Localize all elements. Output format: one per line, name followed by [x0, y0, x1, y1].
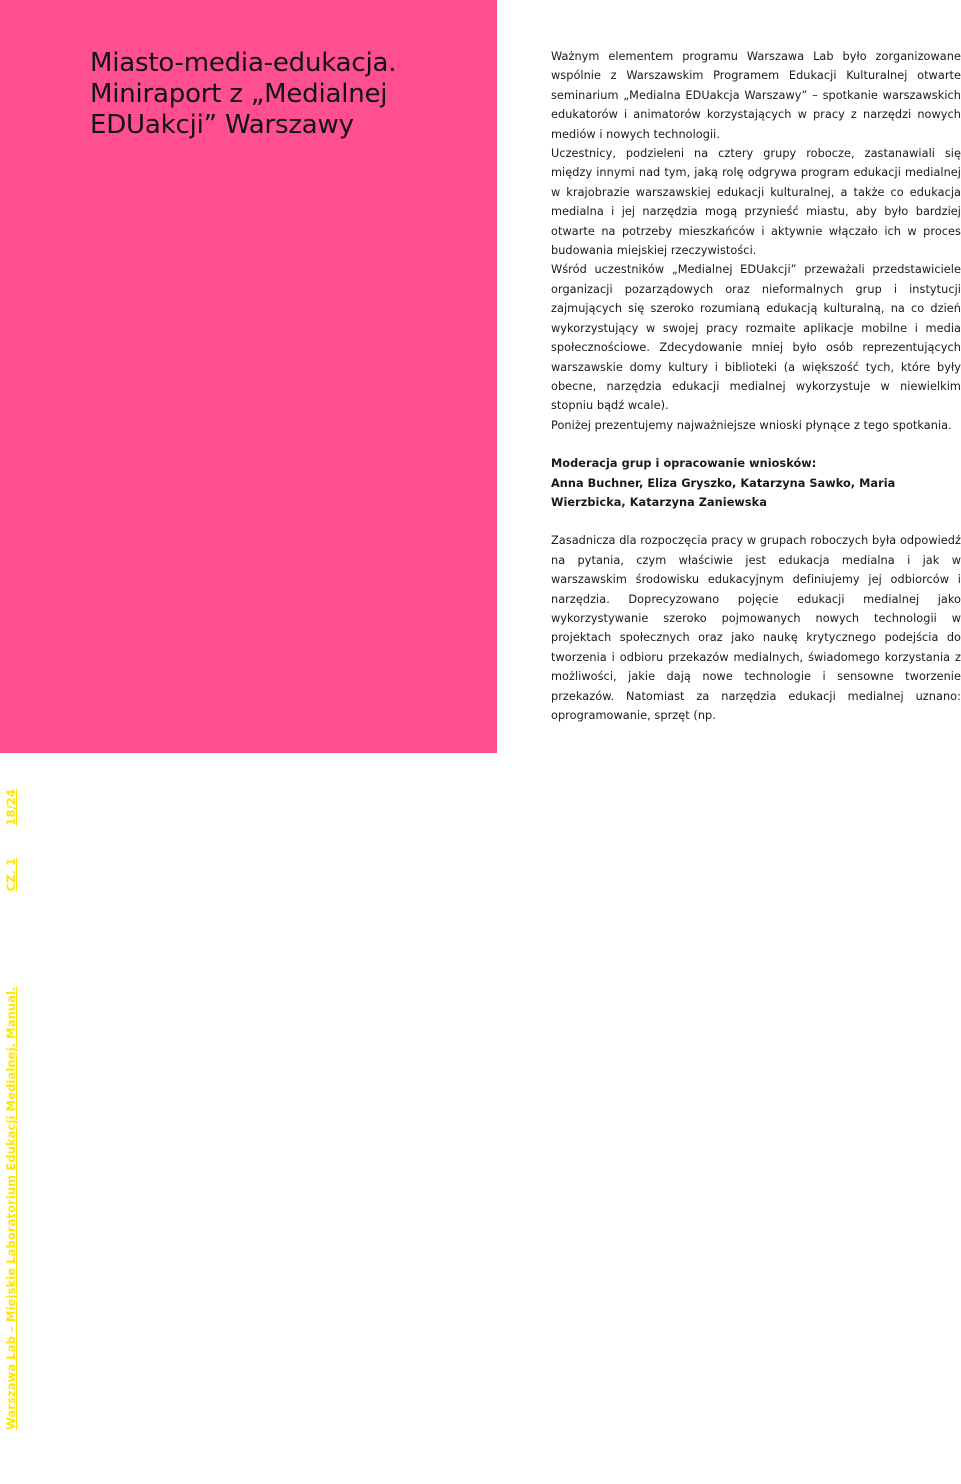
- moderation-names: Anna Buchner, Eliza Gryszko, Katarzyna Sawko, Maria Wierzbicka, Katarzyna Zaniewska: [551, 476, 896, 509]
- title-line-3: EDUakcji” Warszawy: [90, 110, 354, 140]
- paragraph-summary-lead: Poniżej prezentujemy najważniejsze wnioski płynące z tego spotkania.: [551, 418, 952, 432]
- side-rail: [0, 0, 22, 1430]
- paragraph-definition: Zasadnicza dla rozpoczęcia pracy w grupach roboczych była odpowiedź na pytania, czym właściwie jest edukacja medialna i jak w warszawskim środowisku edukacyjnym definiujemy jej odbiorców i narzędzia. Doprecyzowano pojęcie edukacji medialnej jako wykorzystywanie szeroko pojmowanych nowych technologii w projektach społecznych oraz jako naukę krytycznego podejścia do tworzenia i odbioru przekazów medialnych, świadomego korzystania z możliwości, jakie dają nowe technologie i sensowne tworzenie przekazów. Natomiast za narzędzia edukacji medialnej uznano: oprogramowanie, sprzęt (np.: [551, 534, 961, 722]
- paragraph-intro: Ważnym elementem programu Warszawa Lab było zorganizowane wspólnie z Warszawskim Programem Edukacji Kulturalnej otwarte seminarium „Medialna EDUakcja Warszawy” – spotkanie warszawskich edukatorów i animatorów korzystających w pracy z narzędzi nowych mediów i nowych technologii.: [551, 50, 961, 141]
- paragraph-composition: Wśród uczestników „Medialnej EDUakcji” przeważali przedstawiciele organizacji pozarządowych oraz nieformalnych grup i instytucji zajmujących się szeroko rozumianą edukacją kulturalną, na co dzień wykorzystujący w swojej pracy rozmaite aplikacje mobilne i media społecznościowe. Zdecydowanie mniej było osób reprezentujących warszawskie domy kultury i biblioteki (a większość tych, które były obecne, narzędzia edukacji medialnej wykorzystuje w niewielkim stopniu bądź wcale).: [551, 263, 961, 413]
- title-line-1: Miasto-media-edukacja.: [90, 48, 397, 78]
- side-rail-meta: [4, 789, 18, 891]
- article-body: [551, 47, 961, 725]
- paragraph-participants: Uczestnicy, podzieleni na cztery grupy robocze, zastanawiali się między innymi nad tym, jaką rolę odgrywa program edukacji medialnej w krajobrazie warszawskiej edukacji kulturalnej, a także co edukacja medialna i jej narzędzia mogą przynieść miastu, aby było bardziej otwarte na potrzeby mieszkańców i aktywnie włączało ich w proces budowania miejskiej rzeczywistości.: [551, 147, 961, 258]
- side-rail-text-row: [0, 731, 22, 1484]
- title-line-2: Miniraport z „Medialnej: [90, 79, 388, 109]
- page-title: [90, 48, 480, 141]
- part-label: CZ. 1: [4, 857, 18, 892]
- side-rail-title: Warszawa Lab – Miejskie Laboratorium Edukacji Medialnej. Manual.: [4, 986, 18, 1430]
- page-number: 18/24: [4, 789, 18, 826]
- pink-panel: [0, 0, 497, 1430]
- moderation-heading: Moderacja grup i opracowanie wniosków:: [551, 457, 817, 471]
